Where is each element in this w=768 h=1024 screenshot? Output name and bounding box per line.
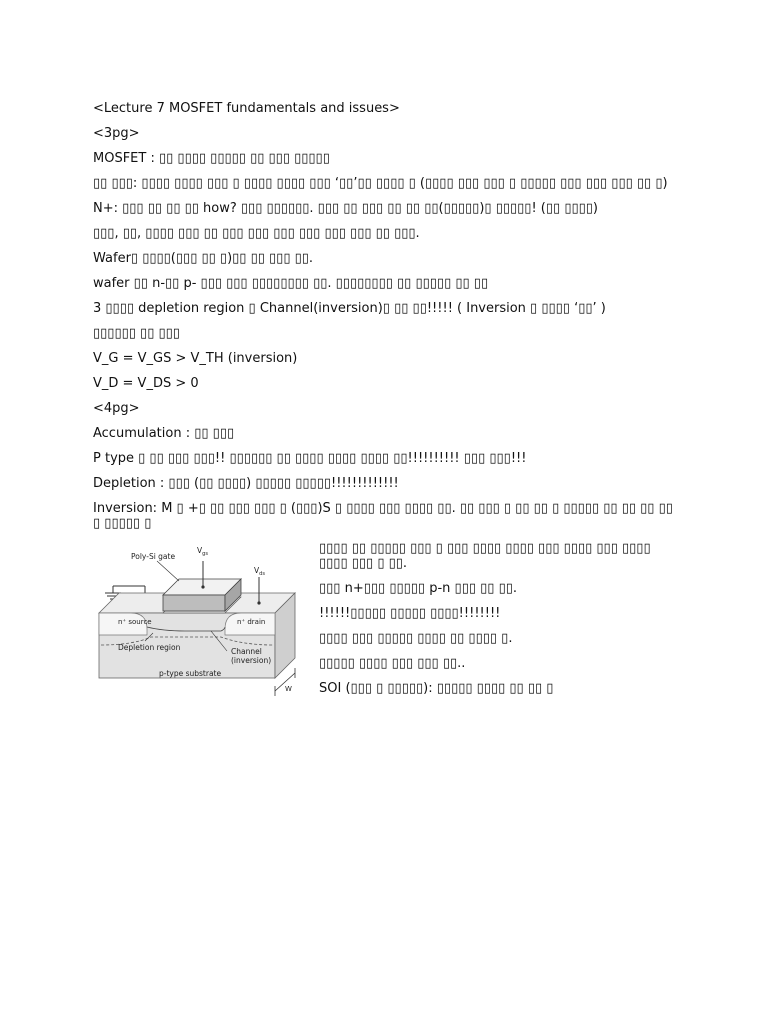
text-line: MOSFET : ▯▯ ▯▯▯▯ ▯▯▯▯▯ ▯▯ ▯▯▯ ▯▯▯▯▯ [93,151,330,166]
document-page [93,101,683,701]
vgs-label: $V_{gs}$ [197,546,208,557]
page-4-heading: <4pg> [93,401,140,416]
text-line: ▯▯▯, ▯▯, ▯▯▯▯ ▯▯▯ ▯▯ ▯▯▯ ▯▯▯ ▯▯▯ ▯▯▯ ▯▯▯ ▯▯▯ ▯▯ ▯▯▯. [93,226,420,241]
equation-vg: V_G = V_GS > V_TH (inversion) [93,351,298,366]
text-line: wafer ▯▯ n-▯▯ p- ▯▯▯ ▯▯▯ ▯▯▯▯▯▯▯▯ ▯▯. ▯▯▯▯▯▯▯▯ ▯▯ ▯▯▯▯▯ ▯▯ ▯▯ [93,276,489,291]
mosfet-diagram [93,541,303,696]
side-line: SOI (▯▯▯ ▯ ▯▯▯▯▯): ▯▯▯▯▯ ▯▯▯▯ ▯▯ ▯▯ ▯ [319,681,554,696]
equation-vd: V_D = V_DS > 0 [93,376,199,391]
figure-row [93,541,683,701]
text-line: ▯▯▯▯▯▯ ▯▯ ▯▯▯ [93,326,180,341]
text-line: P type ▯ ▯▯ ▯▯▯ ▯▯▯!! ▯▯▯▯▯▯ ▯▯ ▯▯▯▯ ▯▯▯▯ ▯▯▯▯ ▯▯!!!!!!!!!! ▯▯▯ ▯▯▯!!! [93,451,527,466]
text-line: Accumulation : ▯▯ ▯▯▯ [93,426,235,441]
gate-label: Poly-Si gate [131,552,176,561]
channel-label: Channel [231,647,262,656]
side-notes [319,541,683,706]
text-line: Depletion : ▯▯▯ (▯▯ ▯▯▯▯) ▯▯▯▯▯ ▯▯▯▯▯!!!!!!!!!!!!! [93,476,399,491]
channel-sub-label: (inversion) [231,656,272,665]
text-line: Wafer▯ ▯▯▯▯(▯▯▯ ▯▯ ▯)▯▯ ▯▯ ▯▯▯ ▯▯. [93,251,314,266]
lecture-title: <Lecture 7 MOSFET fundamentals and issues> [93,101,400,116]
substrate-label: p-type substrate [159,669,222,678]
source-label: n⁺ source [118,618,152,626]
text-line: N+: ▯▯▯ ▯▯ ▯▯ ▯▯ how? ▯▯▯ ▯▯▯▯▯▯. ▯▯▯ ▯▯ ▯▯▯ ▯▯ ▯▯ ▯▯(▯▯▯▯▯)▯ ▯▯▯▯▯! (▯▯ ▯▯▯▯) [93,201,599,216]
side-line: ▯▯▯▯▯ ▯▯▯▯ ▯▯▯ ▯▯▯ ▯▯.. [319,656,466,671]
side-line: ▯▯▯▯ ▯▯ ▯▯▯▯▯ ▯▯▯ ▯ ▯▯▯ ▯▯▯▯ ▯▯▯▯ ▯▯▯ ▯▯▯▯ ▯▯▯ ▯▯▯▯ ▯▯▯▯ ▯▯▯ ▯ ▯▯. [319,541,655,571]
depletion-label: Depletion region [118,643,181,652]
side-line: ▯▯▯▯ ▯▯▯ ▯▯▯▯▯ ▯▯▯▯ ▯▯ ▯▯▯▯ ▯. [319,631,513,646]
text-line: ▯▯ ▯▯▯: ▯▯▯▯ ▯▯▯▯ ▯▯▯ ▯ ▯▯▯▯ ▯▯▯▯ ▯▯▯ ‘▯▯’▯▯ ▯▯▯▯ ▯ (▯▯▯▯ ▯▯▯ ▯▯▯ ▯ ▯▯▯▯▯ ▯▯▯ ▯▯▯ ▯▯▯ ▯▯ ▯) [93,176,668,191]
side-line: ▯▯▯ n+▯▯▯ ▯▯▯▯▯ p-n ▯▯▯ ▯▯ ▯▯. [319,581,518,596]
width-label: W [285,685,292,693]
text-line: Inversion: M ▯ +▯ ▯▯ ▯▯▯ ▯▯▯ ▯ (▯▯▯)S ▯ ▯▯▯▯ ▯▯▯ ▯▯▯▯ ▯▯. ▯▯ ▯▯▯ ▯ ▯▯ ▯▯ ▯ ▯▯▯▯▯ ▯▯ ▯▯ ▯▯ ▯▯ ▯ ▯▯▯▯▯ ▯ [93,501,678,531]
page-3-heading: <3pg> [93,126,140,141]
text-line: 3 ▯▯▯▯ depletion region ▯ Channel(inversion)▯ ▯▯ ▯▯!!!!! ( Inversion ▯ ▯▯▯▯ ‘▯▯’ ) [93,301,606,316]
side-line: !!!!!!▯▯▯▯▯ ▯▯▯▯▯ ▯▯▯▯!!!!!!!! [319,606,501,621]
vds-label: $V_{ds}$ [254,566,265,577]
drain-label: n⁺ drain [237,618,266,626]
